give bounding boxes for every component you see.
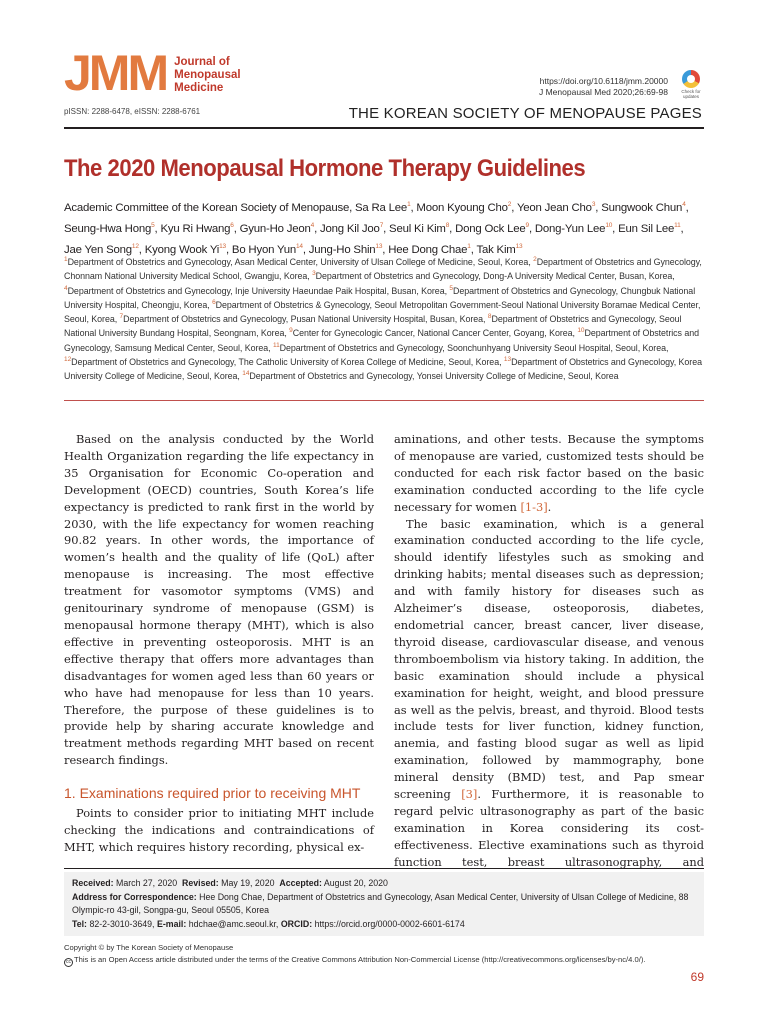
affiliation-number: 2 — [533, 256, 537, 263]
correspondence-line — [72, 891, 696, 918]
affiliation-number: 14 — [242, 370, 250, 378]
journal-logo — [64, 45, 241, 101]
citation: J Menopausal Med 2020;26:69-98 — [538, 87, 668, 97]
affiliation-text: Department of Obstetrics and Gynecology, The Catholic University of Korea College of Medicine, Seoul, Korea, — [71, 356, 504, 367]
logo-mark: JMM — [64, 45, 167, 101]
email-label: E-mail: — [156, 918, 187, 929]
society-pages-heading: THE KOREAN SOCIETY OF MENOPAUSE PAGES — [348, 105, 702, 122]
author-name: Sungwook Chun — [601, 201, 683, 214]
affiliation-marker: 12 — [131, 242, 139, 250]
crossmark-icon[interactable] — [678, 70, 704, 100]
affiliation-text: Department of Obstetrics & Gynecology, Seoul Metropolitan Government-Seoul National University Boramae Medical Center, Seoul, Korea, — [64, 299, 701, 325]
affiliation-marker: 1 — [467, 242, 471, 250]
affiliation-text: Department of Obstetrics and Gynecology, Samsung Medical Center, Seoul, Korea, — [64, 328, 700, 353]
affiliation-text: Department of Obstetrics and Gynecology, Yonsei University College of Medicine, Seoul, Korea — [249, 371, 619, 382]
citation-link[interactable]: [1-3] — [520, 499, 548, 514]
affiliation-number: 4 — [64, 284, 68, 292]
revised-date: May 19, 2020 — [221, 878, 275, 888]
affiliation-marker: 11 — [674, 221, 681, 229]
affiliation-marker: 4 — [310, 221, 315, 229]
author-name: Jung-Ho Shin — [308, 243, 376, 256]
citation-link[interactable]: [3] — [461, 787, 478, 802]
affiliation-text: Department of Obstetrics and Gynecology, Inje University Haeundae Paik Hospital, Busan, Korea, — [67, 285, 450, 296]
affiliation-text: Department of Obstetrics and Gynecology, Seoul National University Bundang Hospital, Seongnam, Korea, — [64, 314, 682, 339]
affiliation-text: Department of Obstetrics and Gynecology, Soonchunhyang University Seoul Hospital, Seoul, Korea, — [279, 342, 669, 353]
tel-value: 82-2-3010-3649, — [89, 918, 155, 929]
footer-rule — [64, 868, 704, 869]
author-name: Gyun-Ho Jeon — [239, 222, 311, 235]
doi-link[interactable]: https://doi.org/10.6118/jmm.20000 — [539, 76, 668, 86]
affiliation-number: 11 — [272, 341, 280, 349]
body-text: . Furthermore, it is reasonable to regard pelvic ultrasonography as part of the basic examination in Korea considering its cost-effectiveness. Elective examinations such as thyroid function test, breast ultrasonography, and — [394, 787, 704, 869]
author-name: Academic Committee of the Korean Society of Menopause — [64, 201, 350, 214]
author-name: Sa Ra Lee — [355, 201, 408, 214]
tel-label: Tel: — [72, 918, 87, 929]
affiliation-number: 6 — [212, 298, 216, 306]
header-rule — [64, 127, 704, 129]
affiliation-marker: 5 — [151, 221, 155, 229]
author-name: Dong-Yun Lee — [534, 222, 606, 235]
received-date: March 27, 2020 — [116, 878, 178, 888]
affiliation-marker: 10 — [605, 221, 613, 229]
body-paragraph — [394, 516, 704, 888]
author-name: Jae Yen Song — [64, 243, 132, 256]
affiliation-text: Department of Obstetrics and Gynecology, Korea University College of Medicine, Seoul, Korea, — [64, 356, 702, 382]
affiliation-marker: 7 — [379, 221, 384, 229]
affiliation-marker: 9 — [525, 221, 529, 229]
author-name: Yeon Jean Cho — [516, 201, 592, 214]
affiliation-text: Department of Obstetrics and Gynecology, Pusan National University Hospital, Busan, Korea, — [123, 314, 488, 325]
correspondence-label: Address for Correspondence: — [72, 891, 197, 902]
section-rule — [64, 400, 704, 401]
orcid-link[interactable]: https://orcid.org/0000-0002-6601-6174 — [314, 918, 465, 929]
article-title: The 2020 Menopausal Hormone Therapy Guidelines — [64, 155, 586, 182]
accepted-label: Accepted: — [279, 878, 322, 888]
accepted-date: August 20, 2020 — [323, 878, 388, 888]
affiliation-text: Center for Gynecologic Cancer, National Cancer Center, Goyang, Korea, — [292, 328, 578, 339]
doi-block — [539, 76, 668, 98]
affiliation-marker: 13 — [515, 242, 523, 250]
affiliation-number: 3 — [312, 270, 316, 278]
affiliation-list — [64, 254, 704, 382]
page-number: 69 — [690, 970, 704, 984]
copyright-line: Copyright © by The Korean Society of Menopause — [64, 943, 234, 952]
left-column — [64, 431, 374, 856]
author-name: Seung-Hwa Hong — [64, 222, 152, 235]
author-name: Eun Sil Lee — [618, 222, 675, 235]
affiliation-number: 5 — [449, 284, 453, 292]
body-paragraph: Based on the analysis conducted by the World Health Organization regarding the life expectancy in 35 Organisation for Economic Co-operation and Development (OECD) countries, South Korea’s life expectancy is predicted to rank first in the world by 2030, with the life expectancy for women reaching 90.82 years. In other words, the importance of women’s health and the quality of life (QoL) after menopause is increasing. The most effective treatment for vasomotor symptoms (VMS) and genitourinary syndrome of menopause (GSM) is menopausal hormone therapy (MHT), which is also effective in preventing osteoporosis. MHT is an effective therapy that offers more advantages than disadvantages for women aged less than 60 years or who have had menopause for less than 10 years. Therefore, the purpose of these guidelines is to provide help by sharing accurate knowledge and treatment methods regarding MHT based on recent research findings. — [64, 432, 374, 768]
crossmark-label: Check for updates — [681, 89, 701, 99]
affiliation-text: Department of Obstetrics and Gynecology, Chonnam National University Medical School, Gwangju, Korea, — [64, 256, 702, 282]
creative-commons-icon: cc — [66, 959, 71, 965]
author-name: Seul Ki Kim — [389, 222, 446, 235]
body-text: The basic examination, which is a general examination conducted according to the life cycle, should identify lifestyles such as smoking and drinking habits; mental diseases such as depression; and with family history for diseases such as Alzheimer’s disease, osteoporosis, diabetes, endometrial cancer, breast cancer, liver disease, thyroid disease, cardiovascular disease, and venous thromboembolism via history taking. In addition, the basic examination should include a physical examination for height, weight, and blood pressure as well as the pelvis, breast, and thyroid. Blood tests include tests for liver function, kidney function, anemia, and fasting blood sugar as well as lipid examination, followed by mammography, bone mineral density (BMD) test, and Pap smear screening — [394, 516, 704, 802]
revised-label: Revised: — [182, 878, 219, 888]
author-name: Bo Hyon Yun — [231, 243, 297, 256]
section-heading: 1. Examinations required prior to receiving MHT — [64, 785, 361, 802]
affiliation-marker: 4 — [682, 201, 686, 208]
journal-name-line: Menopausal — [174, 69, 241, 81]
affiliation-marker: 14 — [296, 242, 303, 250]
body-paragraph: Points to consider prior to initiating MHT include checking the indications and contraindications of MHT, which requires history recording, physical ex- — [64, 806, 374, 854]
author-list: Academic Committee of the Korean Society of Menopause, Sa Ra Lee$^1$, Moon Kyoung Cho$^2$, Yeon Jean Cho$^3$, Sungwook Chun$^4$, Seung-Hwa Hong$^5$, Kyu Ri Hwang$^6$, Gyun-Ho Jeon$^4$, Jong Kil Joo$^7$, Seul Ki Kim$^8$, Dong Ock Lee$^9$, Dong-Yun Lee$^{10}$, Eun Sil Lee$^{11}$, Jae Yen Song$^{12}$, Kyong Wook Yi$^{13}$, Bo Hyon Yun$^{14}$, Jung-Ho Shin$^{13}$, Hee Dong Chae$^1$, Tak Kim$^{13}$ — [64, 201, 689, 256]
journal-name-line: Journal of — [174, 56, 230, 68]
issn: pISSN: 2288-6478, eISSN: 2288-6761 — [64, 107, 201, 116]
affiliation-marker: 13 — [375, 242, 383, 250]
orcid-label: ORCID: — [280, 918, 313, 929]
affiliation-number: 8 — [487, 313, 492, 321]
author-name: Kyong Wook Yi — [144, 243, 220, 256]
affiliation-text: Department of Obstetrics and Gynecology, Chungbuk National University Hospital, Cheongju, Korea, — [64, 285, 696, 310]
journal-name — [174, 56, 240, 95]
affiliation-number: 7 — [119, 313, 124, 321]
license-line — [64, 954, 645, 967]
affiliation-number: 12 — [64, 355, 72, 363]
affiliation-marker: 2 — [507, 201, 512, 208]
body-paragraph — [394, 431, 704, 516]
journal-name-line: Medicine — [174, 82, 224, 94]
affiliation-marker: 6 — [230, 221, 234, 229]
affiliation-marker: 3 — [591, 201, 596, 208]
body-text: aminations, and other tests. Because the symptoms of menopause are varied, customized tests should be conducted for each risk factor based on the basic examination conducted according to the life cycle necessary for women — [394, 432, 704, 514]
author-name: Dong Ock Lee — [455, 222, 526, 235]
affiliation-text: Department of Obstetrics and Gynecology, Asan Medical Center, University of Ulsan College of Medicine, Seoul, Korea, — [67, 256, 534, 267]
received-label: Received: — [72, 878, 114, 888]
affiliation-number: 10 — [577, 327, 585, 335]
email-link[interactable]: hdchae@amc.seoul.kr, — [188, 918, 279, 929]
author-name: Tak Kim — [476, 243, 516, 256]
author-name: Kyu Ri Hwang — [160, 222, 231, 235]
affiliation-marker: 8 — [445, 221, 450, 229]
correspondence-address: Hee Dong Chae, Department of Obstetrics and Gynecology, Asan Medical Center, University of Ulsan College of Medicine, 88 Olympic-ro 43-gil, Songpa-gu, Seoul 05505, Korea — [72, 891, 689, 915]
crossmark-ring-icon — [682, 70, 700, 88]
dates-line — [72, 877, 696, 891]
copyright-block — [64, 942, 645, 967]
author-name: Jong Kil Joo — [320, 222, 380, 235]
author-name: Hee Dong Chae — [388, 243, 468, 256]
license-text: This is an Open Access article distributed under the terms of the Creative Commons Attribution Non-Commercial License (http://creativecommons.org/licenses/by-nc/4.0/). — [74, 955, 646, 964]
contact-line — [72, 918, 696, 932]
affiliation-number: 9 — [289, 327, 293, 335]
affiliation-marker: 13 — [219, 242, 226, 250]
affiliation-number: 1 — [64, 256, 68, 263]
affiliation-text: Department of Obstetrics and Gynecology, Dong-A University Medical Center, Busan, Korea, — [315, 271, 675, 282]
right-column — [394, 431, 704, 887]
affiliation-number: 13 — [503, 355, 512, 363]
author-name: Moon Kyoung Cho — [416, 201, 508, 214]
body-text: . — [547, 499, 552, 514]
affiliation-marker: 1 — [407, 201, 411, 208]
article-info-box — [64, 872, 704, 936]
